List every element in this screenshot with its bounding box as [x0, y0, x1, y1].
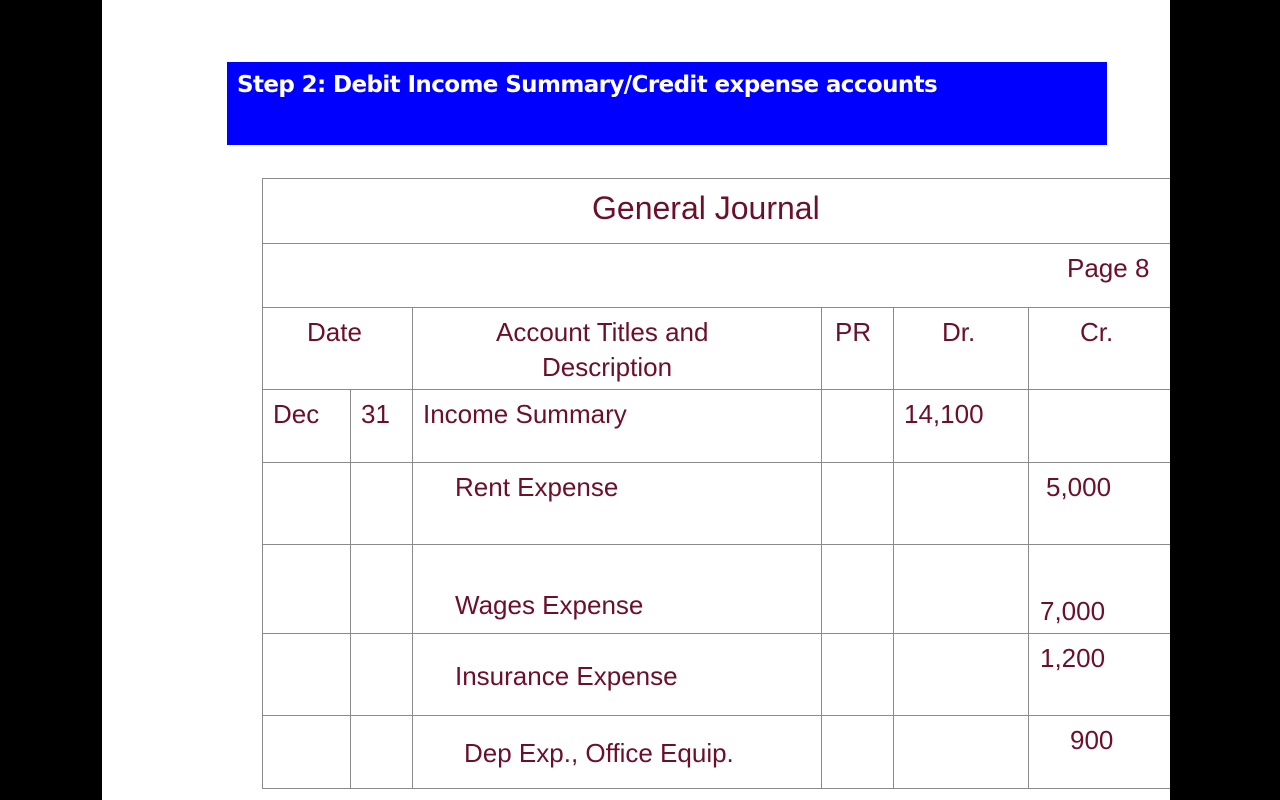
grid-line [262, 715, 1170, 716]
row-5-account: Dep Exp., Office Equip. [464, 738, 734, 768]
header-date: Date [307, 317, 362, 347]
grid-line [1028, 307, 1029, 788]
row-2-account: Rent Expense [455, 472, 619, 502]
journal-title: General Journal [592, 190, 820, 226]
step-title: Step 2: Debit Income Summary/Credit expense accounts [237, 72, 938, 98]
row-3-cr: 7,000 [1040, 596, 1106, 626]
row-1-account: Income Summary [423, 399, 627, 429]
row-1-dr: 14,100 [904, 399, 984, 429]
slide [102, 0, 1170, 800]
grid-line [262, 462, 1170, 463]
grid-line [262, 389, 1170, 390]
grid-line [262, 633, 1170, 634]
header-description: Description [542, 352, 673, 382]
grid-line [262, 243, 1170, 244]
row-2-cr: 5,000 [1046, 472, 1112, 502]
grid-line [350, 389, 351, 788]
row-5-cr: 900 [1070, 725, 1114, 755]
grid-line [262, 307, 1170, 308]
page-number: Page 8 [1067, 253, 1150, 283]
grid-line [262, 788, 1170, 789]
header-dr: Dr. [942, 317, 976, 347]
grid-line [412, 307, 413, 788]
row-4-account: Insurance Expense [455, 661, 678, 691]
row-4-cr: 1,200 [1040, 643, 1106, 673]
row-3-account: Wages Expense [455, 590, 644, 620]
grid-line [893, 307, 894, 788]
grid-line [262, 544, 1170, 545]
grid-line [821, 307, 822, 788]
header-cr: Cr. [1080, 317, 1114, 347]
header-account-titles: Account Titles and [496, 317, 709, 347]
grid-line [262, 178, 1170, 179]
row-1-day: 31 [361, 399, 390, 429]
header-pr: PR [835, 317, 872, 347]
row-1-month: Dec [273, 399, 320, 429]
grid-line [262, 178, 263, 788]
general-journal-table [102, 0, 1170, 800]
